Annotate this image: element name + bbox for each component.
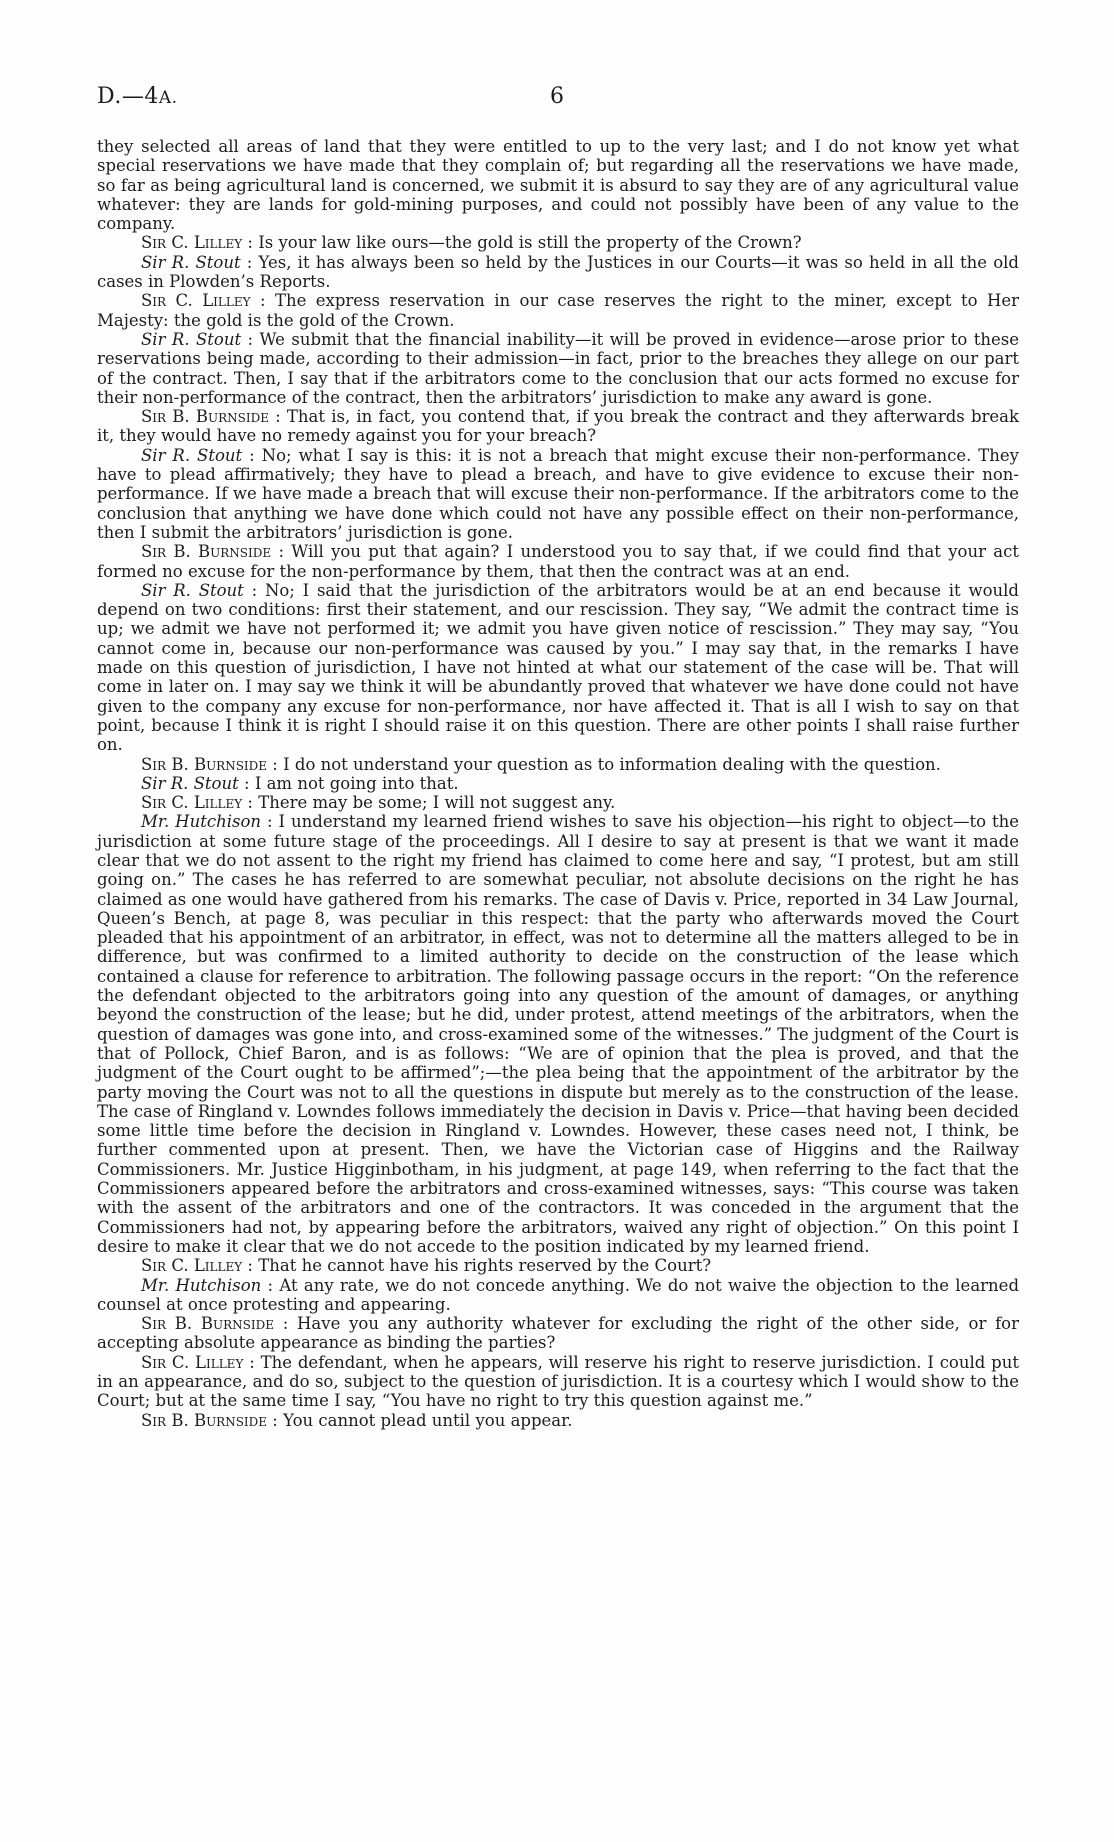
paragraph-text: That is, in fact, you contend that, if you break the contract and they afterwards break it, they would have no remedy against you for your breach? <box>97 407 1019 446</box>
speaker-name: Sir B. Burnside <box>141 407 269 427</box>
paragraph-text: I am not going into that. <box>249 773 459 793</box>
page-number: 6 <box>550 84 564 109</box>
paragraph: Sir B. Burnside : You cannot plead until you appear. <box>141 1410 573 1430</box>
paragraph: Sir B. Burnside : I do not understand your question as to information dealing with the question. <box>141 754 941 774</box>
paragraph-text: they selected all areas of land that they were entitled to up to the very last; and I do not know yet what special reservations we have made that they complain of; but regarding all the reservations we have made, so far as being agricultural land is concerned, we submit it is absurd to say they are of any agricultural value whatever: they are lands for gold-mining purposes, and could not possibly have been of any value to the company. <box>97 137 1019 234</box>
paragraph: Sir R. Stout : We submit that the financial inability—it will be proved in evidence—arose prior to these reservations being made, according to their admission—in fact, prior to the breaches they allege on our part of the contract. Then, I say that if the arbitrators come to the conclusion that our acts formed no excuse for their non-performance of the contract, then the arbitrators’ jurisdiction to make any award is gone. <box>97 329 1019 407</box>
paragraph-text: No; what I say is this: it is not a breach that might excuse their non-performance. They have to plead affirmatively; they have to plead a breach, and have to give evidence to excuse their non-performance. If we have made a breach that will excuse their non-performance. If the arbitrators come to the conclusion that anything we have done which could not have any possible effect on their non-performance, then I submit the arbitrators’ jurisdiction is gone. <box>97 445 1019 542</box>
paragraph-text: You cannot plead until you appear. <box>277 1410 573 1430</box>
speaker-name: Mr. Hutchison <box>141 812 262 832</box>
paragraph: Sir C. Lilley : Is your law like ours—the gold is still the property of the Crown? <box>141 233 802 253</box>
paragraph-text: I do not understand your question as to information dealing with the question. <box>277 754 941 774</box>
paragraph: Sir C. Lilley : The defendant, when he appears, will reserve his right to reserve jurisdiction. I could put in an appearance, and do so, subject to the question of jurisdiction. It is a courtesy which I would show to the Court; but at the same time I say, “You have no right to try this question against me.” <box>97 1352 1019 1411</box>
speaker-name: Sir C. Lilley <box>141 793 243 813</box>
speaker-name: Sir C. Lilley <box>141 233 243 253</box>
speaker-name: Sir R. Stout <box>141 580 244 600</box>
paragraph-text: I understand my learned friend wishes to save his objection—his right to object—to the jurisdiction at some future stage of the proceedings. All I desire to say at present is that we want it made clear that we do not assent to the right my friend has claimed to come here and say, “I protest, but am still going on.” The cases he has referred to are somewhat peculiar, not absolute decisions on the right he has claimed as one would have gathered from his remarks. The case of Davis v. Price, reported in 34 Law Journal, Queen’s Bench, at page 8, was peculiar in this respect: that the party who afterwards moved the Court pleaded that his appointment of an arbitrator, in effect, was not to determine all the matters alleged to be in difference, but was confirmed to a limited authority to decide on the construction of the lease which contained a clause for reference to arbitration. The following passage occurs in the report: “On the reference the defendant objected to the arbitrators going into any question of the amount of damages, or anything beyond the construction of the lease; but he did, under protest, attend meetings of the arbitrators, when the question of damages was gone into, and cross-examined some of the witnesses.” The judgment of the Court is that of Pollock, Chief Baron, and is as follows: “We are of opinion that the plea is proved, and that the judgment of the Court ought to be affirmed”;—the plea being that the appointment of the arbitrator by the party moving the Court was not to all the questions in dispute but merely as to the construction of the lease. The case of Ringland v. Lowndes follows immediately the decision in Davis v. Price—that having been decided some little time before the decision in Ringland v. Lowndes. However, these cases need not, I think, be further commented upon at present. Then, we have the Victorian case of Higgins and the Railway Commissioners. Mr. Justice Higginbotham, in his judgment, at page 149, when referring to the fact that the Commissioners appeared before the arbitrators and cross-examined witnesses, says: “This course was taken with the assent of the arbitrators and one of the contractors. It was conceded in the argument that the Commissioners had not, by appearing before the arbitrators, waived any right of objection.” On this point I desire to make it clear that we do not accede to the position indicated by my learned friend. <box>97 812 1019 1256</box>
paragraph-text: That he cannot have his rights reserved by the Court? <box>252 1256 712 1276</box>
paragraph-text: At any rate, we do not concede anything. We do not waive the objection to the learned counsel at once protesting and appearing. <box>97 1275 1020 1314</box>
speaker-name: Sir R. Stout <box>141 773 239 793</box>
speaker-name: Sir R. Stout <box>141 329 242 349</box>
paragraph: Sir R. Stout : No; what I say is this: it is not a breach that might excuse their non-performance. They have to plead affirmatively; they have to plead a breach, and have to give evidence to excuse their non-performance. If we have made a breach that will excuse their non-performance. If the arbitrators come to the conclusion that anything we have done which could not have any possible effect on their non-performance, then I submit the arbitrators’ jurisdiction is gone. <box>97 445 1019 542</box>
paragraph-text: The defendant, when he appears, will reserve his right to reserve jurisdiction. I could put in an appearance, and do so, subject to the question of jurisdiction. It is a courtesy which I would show to the Court; but at the same time I say, “You have no right to try this question against me.” <box>97 1352 1019 1411</box>
paragraph-text: The express reservation in our case reserves the right to the miner, except to Her Majesty: the gold is the gold of the Crown. <box>97 291 1019 330</box>
paragraph: Sir B. Burnside : That is, in fact, you contend that, if you break the contract and they afterwards break it, they would have no remedy against you for your breach? <box>97 407 1019 446</box>
paragraph: Sir B. Burnside : Have you any authority whatever for excluding the right of the other side, or for accepting absolute appearance as binding the parties? <box>97 1314 1020 1353</box>
paragraph-text: We submit that the financial inability—it will be proved in evidence—arose prior to these reservations being made, according to their admission—in fact, prior to the breaches they allege on our part of the contract. Then, I say that if the arbitrators come to the conclusion that our acts formed no excuse for their non-performance of the contract, then the arbitrators’ jurisdiction to make any award is gone. <box>97 329 1019 407</box>
document-code-prefix: D.—4 <box>97 84 159 109</box>
paragraph-text: Have you any authority whatever for excluding the right of the other side, or for accepting absolute appearance as binding the parties? <box>97 1314 1020 1353</box>
paragraph-text: No; I said that the jurisdiction of the arbitrators would be at an end because it would depend on two conditions: first their statement, and our rescission. They say, “We admit the contract time is up; we admit we have not performed it; we admit you have given notice of rescission.” They may say, “You cannot come in, because our non-performance was caused by you.” I may say that, in the remarks I have made on this question of jurisdiction, I have not hinted at what our statement of the case will be. That will come in later on. I may say we think it will be abundantly proved that whatever we have done could not have given to the company any excuse for non-performance, nor have affected it. That is all I wish to say on that point, because I think it is right I should raise it on this question. There are other points I shall raise further on. <box>97 580 1019 755</box>
paragraph: Sir R. Stout : No; I said that the jurisdiction of the arbitrators would be at an end because it would depend on two conditions: first their statement, and our rescission. They say, “We admit the contract time is up; we admit we have not performed it; we admit you have given notice of rescission.” They may say, “You cannot come in, because our non-performance was caused by you.” I may say that, in the remarks I have made on this question of jurisdiction, I have not hinted at what our statement of the case will be. That will come in later on. I may say we think it will be abundantly proved that whatever we have done could not have given to the company any excuse for non-performance, nor have affected it. That is all I wish to say on that point, because I think it is right I should raise it on this question. There are other points I shall raise further on. <box>97 580 1019 755</box>
speaker-name: Sir C. Lilley <box>141 1352 244 1372</box>
document-code-suffix: A. <box>158 88 178 108</box>
speaker-name: Sir R. Stout <box>141 445 243 465</box>
paragraph: Mr. Hutchison : I understand my learned friend wishes to save his objection—his right to object—to the jurisdiction at some future stage of the proceedings. All I desire to say at present is that we want it made clear that we do not assent to the right my friend has claimed to come here and say, “I protest, but am still going on.” The cases he has referred to are somewhat peculiar, not absolute decisions on the right he has claimed as one would have gathered from his remarks. The case of Davis v. Price, reported in 34 Law Journal, Queen’s Bench, at page 8, was peculiar in this respect: that the party who afterwards moved the Court pleaded that his appointment of an arbitrator, in effect, was not to determine all the matters alleged to be in difference, but was confirmed to a limited authority to decide on the construction of the lease which contained a clause for reference to arbitration. The following passage occurs in the report: “On the reference the defendant objected to the arbitrators going into any question of the amount of damages, or anything beyond the construction of the lease; but he did, under protest, attend meetings of the arbitrators, when the question of damages was gone into, and cross-examined some of the witnesses.” The judgment of the Court is that of Pollock, Chief Baron, and is as follows: “We are of opinion that the plea is proved, and that the judgment of the Court ought to be affirmed”;—the plea being that the appointment of the arbitrator by the party moving the Court was not to all the questions in dispute but merely as to the construction of the lease. The case of Ringland v. Lowndes follows immediately the decision in Davis v. Price—that having been decided some little time before the decision in Ringland v. Lowndes. However, these cases need not, I think, be further commented upon at present. Then, we have the Victorian case of Higgins and the Railway Commissioners. Mr. Justice Higginbotham, in his judgment, at page 149, when referring to the fact that the Commissioners appeared before the arbitrators and cross-examined witnesses, says: “This course was taken with the assent of the arbitrators and one of the contractors. It was conceded in the argument that the Commissioners had not, by appearing before the arbitrators, waived any right of objection.” On this point I desire to make it clear that we do not accede to the position indicated by my learned friend. <box>97 812 1019 1256</box>
speaker-name: Sir B. Burnside <box>141 754 268 774</box>
document-body <box>97 137 1019 1430</box>
paragraph: Sir C. Lilley : That he cannot have his rights reserved by the Court? <box>141 1256 712 1276</box>
speaker-name: Sir C. Lilley <box>141 291 251 311</box>
speaker-name: Sir R. Stout <box>141 252 241 272</box>
paragraph: Sir B. Burnside : Will you put that again? I understood you to say that, if we could find that your act formed no excuse for the non-performance by them, that then the contract was at an end. <box>97 542 1019 581</box>
speaker-name: Mr. Hutchison <box>141 1275 262 1295</box>
speaker-name: Sir B. Burnside <box>141 1314 275 1334</box>
speaker-name: Sir B. Burnside <box>141 542 272 562</box>
paragraph: Sir R. Stout : Yes, it has always been so held by the Justices in our Courts—it was so held in all the old cases in Plowden’s Reports. <box>97 252 1019 292</box>
paragraph-text: Is your law like ours—the gold is still the property of the Crown? <box>252 233 802 253</box>
paragraph: Sir C. Lilley : The express reservation in our case reserves the right to the miner, except to Her Majesty: the gold is the gold of the Crown. <box>97 291 1019 330</box>
paragraph-text: Yes, it has always been so held by the Justices in our Courts—it was so held in all the old cases in Plowden’s Reports. <box>97 252 1019 292</box>
paragraph-text: There may be some; I will not suggest any. <box>252 793 616 813</box>
paragraph: Sir C. Lilley : There may be some; I will not suggest any. <box>141 793 616 813</box>
speaker-name: Sir B. Burnside <box>141 1410 268 1430</box>
paragraph <box>97 137 1019 233</box>
paragraph: Mr. Hutchison : At any rate, we do not concede anything. We do not waive the objection to the learned counsel at once protesting and appearing. <box>97 1275 1020 1314</box>
paragraph-text: Will you put that again? I understood you to say that, if we could find that your act formed no excuse for the non-performance by them, that then the contract was at an end. <box>97 542 1019 581</box>
speaker-name: Sir C. Lilley <box>141 1256 243 1276</box>
paragraph: Sir R. Stout : I am not going into that. <box>141 773 459 793</box>
page-header <box>97 84 1017 114</box>
